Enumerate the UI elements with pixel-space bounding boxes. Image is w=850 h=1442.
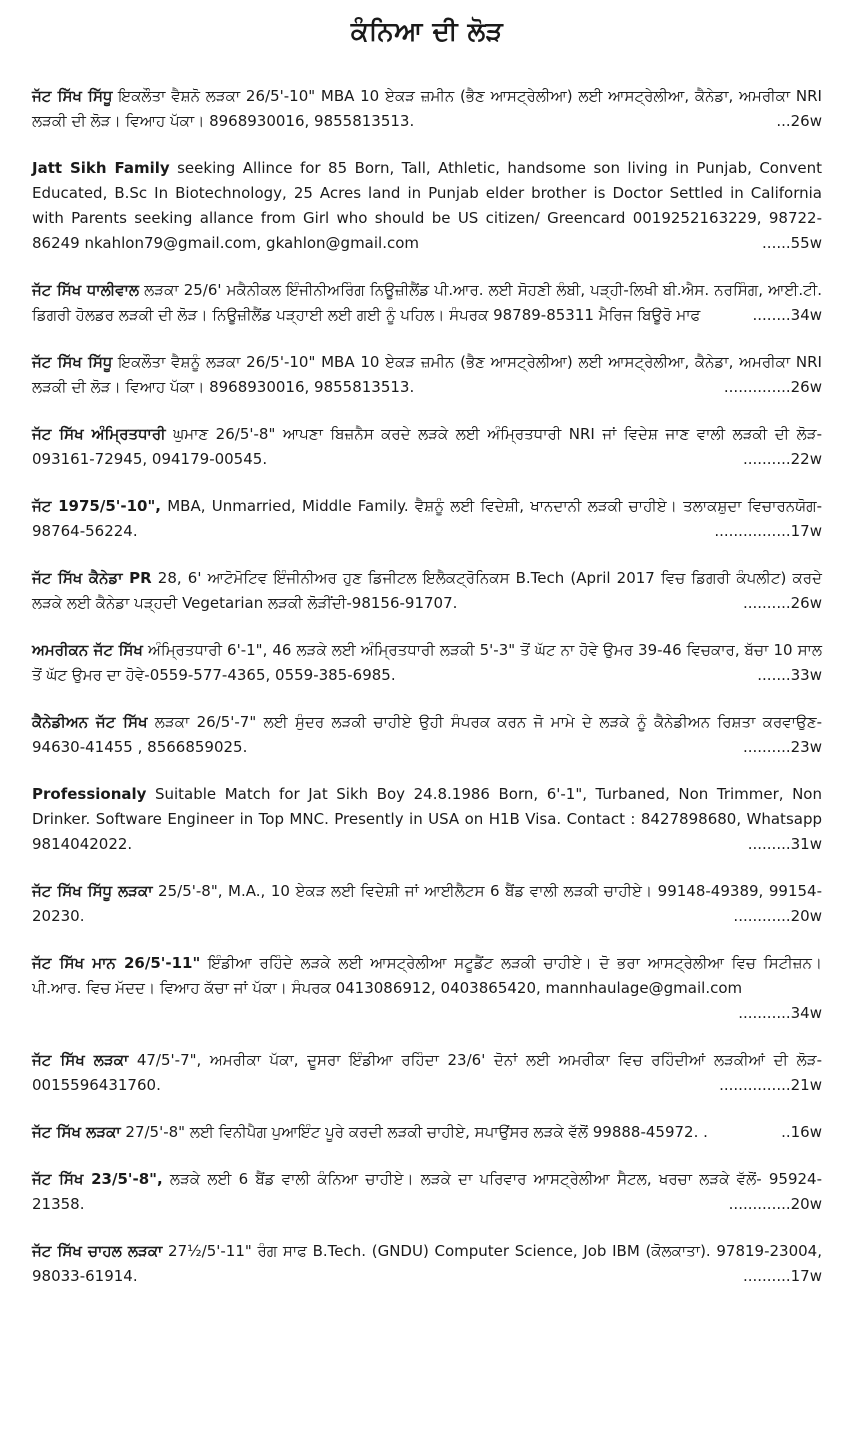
ad-lead: ਜੱਟ ਸਿੱਖ ਲੜਕਾ — [32, 1051, 129, 1069]
ad-lead: Jatt Sikh Family — [32, 159, 170, 177]
ad-text: 27/5'-8" ਲਈ ਵਿਨੀਪੈਗ ਪੁਆਇੰਟ ਪੂਰੇ ਕਰਦੀ ਲੜਕੀ ਚਾਹੀਏ, ਸਪਾਉਂਸਰ ਲੜਕੇ ਵੱਲੋਂ 99888-45972. . — [120, 1123, 708, 1141]
ad-text: ਇੰਡੀਆ ਰਹਿੰਦੇ ਲੜਕੇ ਲਈ ਆਸਟ੍ਰੇਲੀਆ ਸਟੂਡੈਂਟ ਲੜਕੀ ਚਾਹੀਏ। ਦੋ ਭਰਾ ਆਸਟ੍ਰੇਲੀਆ ਵਿਚ ਸਿਟੀਜ਼ਨ। ਪੀ.ਆਰ. ਵਿਚ ਮੱਦਦ। ਵਿਆਹ ਕੱਚਾ ਜਾਂ ਪੱਕਾ। ਸੰਪਰਕ 0413086912, 0403865420, mannhaulage@gmail.com — [32, 954, 822, 997]
ad-text: ਲੜਕਾ 25/6' ਮਕੈਨੀਕਲ ਇੰਜੀਨੀਅਰਿੰਗ ਨਿਊਜ਼ੀਲੈਂਡ ਪੀ.ਆਰ. ਲਈ ਸੋਹਣੀ ਲੰਬੀ, ਪੜ੍ਹੀ-ਲਿਖੀ ਬੀ.ਐਸ. ਨਰਸਿੰਗ, ਆਈ.ਟੀ. ਡਿਗਰੀ ਹੋਲਡਰ ਲੜਕੀ ਦੀ ਲੋੜ। ਨਿਊਜ਼ੀਲੈਂਡ ਪੜ੍ਹਾਈ ਲਈ ਗਈ ਨੂੰ ਪਹਿਲ। ਸੰਪਰਕ 98789-85311 ਮੈਰਿਜ ਬਿਊਰੋ ਮਾਫ — [32, 281, 822, 324]
list-item — [32, 1048, 822, 1098]
list-item — [32, 156, 822, 256]
ad-code: ..............26w — [723, 378, 822, 396]
ad-text: MBA, Unmarried, Middle Family. ਵੈਸ਼ਨੂੰ ਲਈ ਵਿਦੇਸ਼ੀ, ਖਾਨਦਾਨੀ ਲੜਕੀ ਚਾਹੀਏ। ਤਲਾਕਸ਼ੁਦਾ ਵਿਚਾਰਨਯੋਗ- 98764-56224. — [32, 497, 822, 540]
list-item — [32, 566, 822, 616]
ad-lead: ਜੱਟ ਸਿੱਖ ਸਿੱਧੂ — [32, 87, 113, 105]
ad-lead: ਅਮਰੀਕਨ ਜੱਟ ਸਿੱਖ — [32, 641, 143, 659]
list-item — [32, 1120, 822, 1145]
list-item — [32, 1239, 822, 1289]
ad-lead: ਜੱਟ ਸਿੱਖ 23/5'-8", — [32, 1170, 163, 1188]
ad-lead: ਜੱਟ ਸਿੱਖ ਲੜਕਾ — [32, 1123, 121, 1141]
ad-text: ਅੰਮ੍ਰਿਤਧਾਰੀ 6'-1", 46 ਲੜਕੇ ਲਈ ਅੰਮ੍ਰਿਤਧਾਰੀ ਲੜਕੀ 5'-3" ਤੋਂ ਘੱਟ ਨਾ ਹੋਵੇ ਉਮਰ 39-46 ਵਿਚਕਾਰ, ਬੱਚਾ 10 ਸਾਲ ਤੋਂ ਘੱਟ ਉਮਰ ਦਾ ਹੋਵੇ-0559-577-4365, 0559-385-6985. — [32, 641, 822, 684]
ad-text: ਘੁਮਾਣ 26/5'-8" ਆਪਣਾ ਬਿਜ਼ਨੈਸ ਕਰਦੇ ਲੜਕੇ ਲਈ ਅੰਮ੍ਰਿਤਧਾਰੀ NRI ਜਾਂ ਵਿਦੇਸ਼ ਜਾਣ ਵਾਲੀ ਲੜਕੀ ਦੀ ਲੋੜ- 093161-72945, 094179-00545. — [32, 425, 822, 468]
ad-code: ..........22w — [742, 450, 822, 468]
ad-code: .............20w — [728, 1195, 822, 1213]
ad-lead: ਜੱਟ 1975/5'-10", — [32, 497, 161, 515]
list-item — [32, 278, 822, 328]
classifieds-page — [32, 0, 822, 1442]
page-title: ਕੰਨਿਆ ਦੀ ਲੋੜ — [350, 17, 504, 47]
ad-code: .......33w — [757, 666, 822, 684]
ad-text: ਲੜਕੇ ਲਈ 6 ਬੈਂਡ ਵਾਲੀ ਕੰਨਿਆ ਚਾਹੀਏ। ਲੜਕੇ ਦਾ ਪਰਿਵਾਰ ਆਸਟ੍ਰੇਲੀਆ ਸੈਟਲ, ਖਰਚਾ ਲੜਕੇ ਵੱਲੋਂ- 95924-21358. — [32, 1170, 822, 1213]
ad-text: seeking Allince for 85 Born, Tall, Athletic, handsome son living in Punjab, Convent Educated, B.Sc In Biotechnology, 25 Acres land in Punjab elder brother is Doctor Settled in California with Parents seeking allance from Girl who should be US citizen/ Greencard 0019252163229, 98722-86249 nkahlon79@gmail.com, gkahlon@gmail.com — [32, 159, 822, 252]
ad-code: ............20w — [733, 907, 822, 925]
list-item — [32, 422, 822, 472]
ad-code: ..16w — [781, 1123, 822, 1141]
ad-text: 28, 6' ਆਟੋਮੋਟਿਵ ਇੰਜੀਨੀਅਰ ਹੁਣ ਡਿਜੀਟਲ ਇਲੈਕਟ੍ਰੋਨਿਕਸ B.Tech (April 2017 ਵਿਚ ਡਿਗਰੀ ਕੰਪਲੀਟ) ਕਰਦੇ ਲੜਕੇ ਲਈ ਕੈਨੇਡਾ ਪੜ੍ਹਦੀ Vegetarian ਲੜਕੀ ਲੋੜੀਂਦੀ-98156-91707. — [32, 569, 822, 612]
ad-text: ਇਕਲੌਤਾ ਵੈਸ਼ਨੋ ਲੜਕਾ 26/5'-10" MBA 10 ਏਕੜ ਜ਼ਮੀਨ (ਭੈਣ ਆਸਟ੍ਰੇਲੀਆ) ਲਈ ਆਸਟ੍ਰੇਲੀਆ, ਕੈਨੇਡਾ, ਅਮਰੀਕਾ NRI ਲੜਕੀ ਦੀ ਲੋੜ। ਵਿਆਹ ਪੱਕਾ। 8968930016, 9855813513. — [32, 87, 822, 130]
list-item — [32, 879, 822, 929]
ad-code: ...........34w — [738, 1004, 822, 1022]
ad-code: .........31w — [747, 835, 822, 853]
ad-lead: ਜੱਟ ਸਿੱਖ ਸਿੱਧੂ ਲੜਕਾ — [32, 882, 153, 900]
list-item — [32, 350, 822, 400]
list-item — [32, 494, 822, 544]
ad-lead: ਜੱਟ ਸਿੱਖ ਸਿੱਧੂ — [32, 353, 113, 371]
list-item — [32, 84, 822, 134]
ad-text: ਇਕਲੌਤਾ ਵੈਸ਼ਨੂੰ ਲੜਕਾ 26/5'-10" MBA 10 ਏਕੜ ਜ਼ਮੀਨ (ਭੈਣ ਆਸਟ੍ਰੇਲੀਆ) ਲਈ ਆਸਟ੍ਰੇਲੀਆ, ਕੈਨੇਡਾ, ਅਮਰੀਕਾ NRI ਲੜਕੀ ਦੀ ਲੋੜ। ਵਿਆਹ ਪੱਕਾ। 8968930016, 9855813513. — [32, 353, 822, 396]
ad-text: Suitable Match for Jat Sikh Boy 24.8.1986 Born, 6'-1", Turbaned, Non Trimmer, Non Drinker. Software Engineer in Top MNC. Presently in USA on H1B Visa. Contact : 8427898680, Whatsapp 9814042022. — [32, 785, 822, 853]
ad-text: 25/5'-8", M.A., 10 ਏਕੜ ਲਈ ਵਿਦੇਸ਼ੀ ਜਾਂ ਆਈਲੈਟਸ 6 ਬੈਂਡ ਵਾਲੀ ਲੜਕੀ ਚਾਹੀਏ। 99148-49389, 99154-20230. — [32, 882, 822, 925]
ad-code: ..........26w — [742, 594, 822, 612]
list-item — [32, 638, 822, 688]
ad-code: ...26w — [776, 112, 822, 130]
ad-lead: ਜੱਟ ਸਿੱਖ ਕੈਨੇਡਾ PR — [32, 569, 152, 587]
ad-text: ਲੜਕਾ 26/5'-7" ਲਈ ਸੁੰਦਰ ਲੜਕੀ ਚਾਹੀਏ ਉਹੀ ਸੰਪਰਕ ਕਰਨ ਜੋ ਮਾਮੇ ਦੇ ਲੜਕੇ ਨੂੰ ਕੈਨੇਡੀਅਨ ਰਿਸ਼ਤਾ ਕਰਵਾਉਣ- 94630-41455 , 8566859025. — [32, 713, 822, 756]
ad-text: 47/5'-7", ਅਮਰੀਕਾ ਪੱਕਾ, ਦੂਸਰਾ ਇੰਡੀਆ ਰਹਿੰਦਾ 23/6' ਦੋਨਾਂ ਲਈ ਅਮਰੀਕਾ ਵਿਚ ਰਹਿੰਦੀਆਂ ਲੜਕੀਆਂ ਦੀ ਲੋੜ- 0015596431760. — [32, 1051, 822, 1094]
ad-code: ..........17w — [742, 1267, 822, 1285]
ad-code: ........34w — [752, 306, 822, 324]
ad-code: ...............21w — [719, 1076, 822, 1094]
ads-list — [32, 84, 822, 1311]
list-item — [32, 710, 822, 760]
ad-lead: Professionaly — [32, 785, 147, 803]
list-item — [32, 951, 822, 1026]
ad-lead: ਜੱਟ ਸਿੱਖ ਅੰਮ੍ਰਿਤਧਾਰੀ — [32, 425, 166, 443]
ad-code: ......55w — [762, 234, 822, 252]
ad-lead: ਜੱਟ ਸਿੱਖ ਮਾਨ 26/5'-11" — [32, 954, 201, 972]
ad-text: 27½/5'-11" ਰੰਗ ਸਾਫ B.Tech. (GNDU) Computer Science, Job IBM (ਕੋਲਕਾਤਾ). 97819-23004, 98033-61914. — [32, 1242, 822, 1285]
ad-lead: ਕੈਨੇਡੀਅਨ ਜੱਟ ਸਿੱਖ — [32, 713, 148, 731]
list-item — [32, 782, 822, 857]
list-item — [32, 1167, 822, 1217]
ad-lead: ਜੱਟ ਸਿੱਖ ਧਾਲੀਵਾਲ — [32, 281, 140, 299]
ad-code: ..........23w — [742, 738, 822, 756]
ad-code: ................17w — [714, 522, 822, 540]
ad-lead: ਜੱਟ ਸਿੱਖ ਚਾਹਲ ਲੜਕਾ — [32, 1242, 163, 1260]
